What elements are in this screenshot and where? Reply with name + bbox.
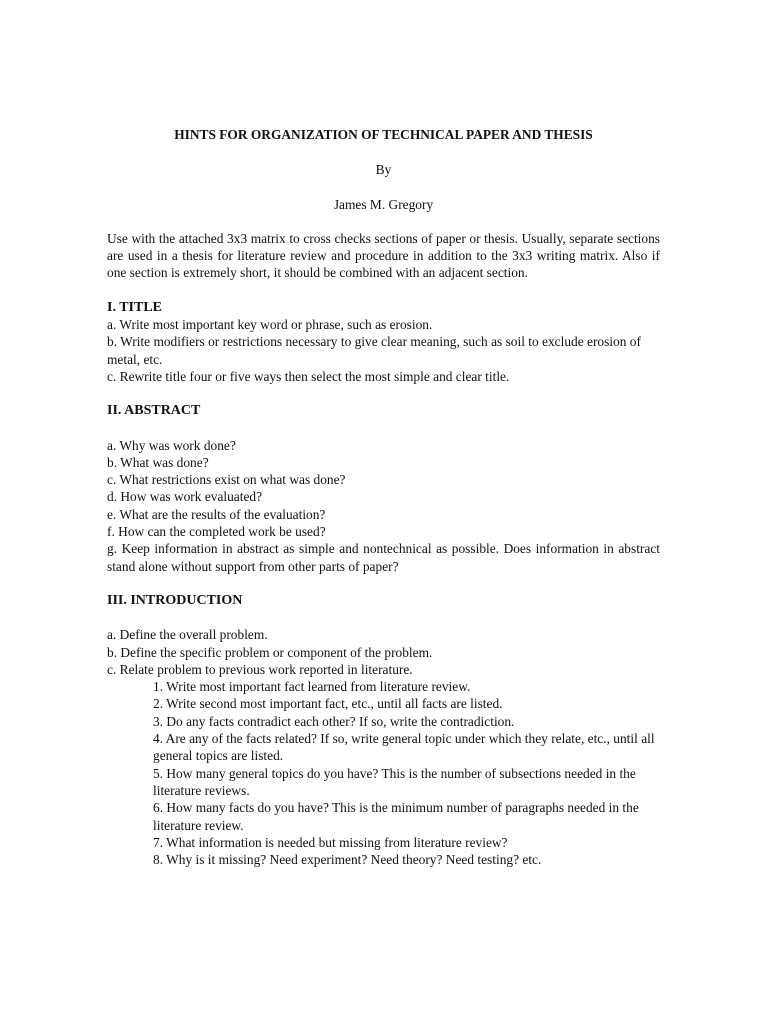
list-item: b. Write modifiers or restrictions necessary to give clear meaning, such as soil to exclude erosion of metal, etc. bbox=[107, 334, 641, 367]
section-title-list bbox=[107, 316, 660, 385]
sub-list-item: 3. Do any facts contradict each other? If so, write the contradiction. bbox=[153, 713, 515, 729]
section-abstract-list bbox=[107, 437, 660, 575]
section-heading-abstract: II. ABSTRACT bbox=[107, 403, 201, 419]
list-item: c. Relate problem to previous work reported in literature. bbox=[107, 661, 413, 677]
section-heading-title: I. TITLE bbox=[107, 299, 162, 315]
list-item: f. How can the completed work be used? bbox=[107, 524, 326, 540]
list-item: a. Why was work done? bbox=[107, 437, 236, 453]
list-item: c. Rewrite title four or five ways then select the most simple and clear title. bbox=[107, 368, 510, 384]
sub-list-item: 5. How many general topics do you have? This is the number of subsections needed in the literature reviews. bbox=[153, 765, 636, 798]
sub-list-item: 2. Write second most important fact, etc., until all facts are listed. bbox=[153, 696, 503, 712]
document-page bbox=[107, 118, 660, 868]
sub-list-item: 8. Why is it missing? Need experiment? Need theory? Need testing? etc. bbox=[153, 852, 542, 868]
sub-list-item: 4. Are any of the facts related? If so, write general topic under which they relate, etc., until all general topics are listed. bbox=[153, 731, 655, 764]
list-item: a. Define the overall problem. bbox=[107, 627, 268, 643]
list-item: b. Define the specific problem or component of the problem. bbox=[107, 644, 433, 660]
sub-list-item: 7. What information is needed but missing from literature review? bbox=[153, 834, 508, 850]
author-name: James M. Gregory bbox=[333, 196, 434, 212]
list-item: d. How was work evaluated? bbox=[107, 489, 263, 505]
document-title: HINTS FOR ORGANIZATION OF TECHNICAL PAPER AND THESIS bbox=[174, 127, 593, 142]
list-item: a. Write most important key word or phrase, such as erosion. bbox=[107, 317, 433, 333]
list-item: e. What are the results of the evaluation? bbox=[107, 506, 326, 522]
sub-list-item: 6. How many facts do you have? This is the minimum number of paragraphs needed in the literature review. bbox=[153, 800, 639, 833]
list-item: c. What restrictions exist on what was done? bbox=[107, 472, 346, 488]
intro-paragraph: Use with the attached 3x3 matrix to cross checks sections of paper or thesis. Usually, separate sections are used in a thesis for literature review and procedure in addition to the 3x3 writing matrix. Also if one section is extremely short, it should be combined with an adjacent section. bbox=[107, 230, 660, 281]
list-item: g. Keep information in abstract as simple and nontechnical as possible. Does information in abstract stand alone without support from other parts of paper? bbox=[107, 541, 660, 574]
sub-list-item: 1. Write most important fact learned from literature review. bbox=[153, 679, 471, 695]
section-introduction-list bbox=[107, 626, 660, 868]
section-heading-introduction: III. INTRODUCTION bbox=[107, 592, 243, 608]
list-item: b. What was done? bbox=[107, 454, 209, 470]
byline-by: By bbox=[375, 162, 392, 178]
